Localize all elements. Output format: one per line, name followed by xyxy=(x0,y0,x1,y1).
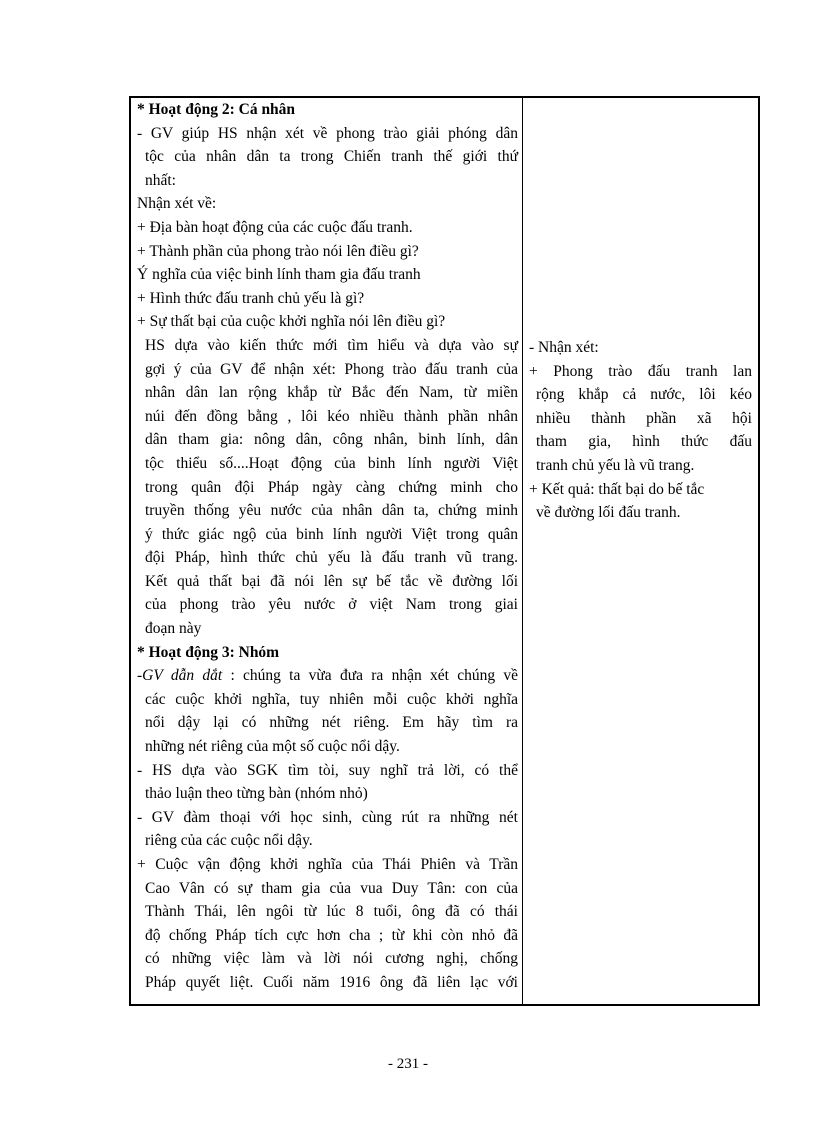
text-line: Nhận xét về: xyxy=(137,195,217,213)
text-line: dân tham gia: nông dân, công nhân, binh lính, dân xyxy=(145,431,518,449)
text-line: rộng khắp cả nước, lôi kéo xyxy=(536,386,752,404)
page-number: - 231 - xyxy=(388,1056,428,1072)
text-line: - Nhận xét: xyxy=(529,339,599,356)
text-line: + Kết quả: thất bại do bế tắc xyxy=(529,480,705,498)
text-line: - GV đàm thoại với học sinh, cùng rút ra những nét xyxy=(137,808,518,826)
heading-activity-3: * Hoạt động 3: Nhóm xyxy=(137,643,280,661)
text-line: + Hình thức đấu tranh chủ yếu là gì? xyxy=(137,289,365,307)
text-line: + Cuộc vận động khởi nghĩa của Thái Phiên và Trần xyxy=(137,856,518,873)
text-line: ý thức giác ngộ của binh lính người Việt trong quân xyxy=(145,525,518,543)
text-line: + Địa bàn hoạt động của các cuộc đấu tranh. xyxy=(137,218,413,236)
text-line: về đường lối đấu tranh. xyxy=(536,504,681,522)
text-line: + Sự thất bại của cuộc khởi nghĩa nói lên điều gì? xyxy=(137,313,446,331)
text-line: núi đến đồng bằng , lôi kéo nhiều thành phần nhân xyxy=(145,407,518,425)
text-line: Ý nghĩa của việc binh lính tham gia đấu tranh xyxy=(137,266,421,284)
gv-lead-rest: : chúng ta vừa đưa ra nhận xét chúng về xyxy=(222,667,518,685)
text-line: + Phong trào đấu tranh lan xyxy=(529,362,752,380)
text-line: những nét riêng của một số cuộc nổi dậy. xyxy=(145,738,400,756)
text-line: + Thành phần của phong trào nói lên điều gì? xyxy=(137,242,419,260)
text-line: - HS dựa vào SGK tìm tòi, suy nghĩ trả lời, có thể xyxy=(137,761,518,779)
text-line: đoạn này xyxy=(145,620,202,638)
text-line: Kết quả thất bại đã nói lên sự bế tắc về đường lối xyxy=(145,572,518,590)
text-line: nhân dân lan rộng khắp từ Bắc đến Nam, từ miền xyxy=(145,384,518,402)
text-line: tham gia, hình thức đấu xyxy=(536,433,752,451)
text-line: các cuộc khởi nghĩa, tuy nhiên mỗi cuộc khởi nghĩa xyxy=(145,690,518,708)
content-table xyxy=(129,96,760,1006)
gv-lead-dash: - xyxy=(137,667,143,685)
text-line: riêng của các cuộc nổi dậy. xyxy=(145,832,313,850)
text-line: của phong trào yêu nước ở việt Nam trong giai xyxy=(145,596,518,614)
text-line: tranh chủ yếu là vũ trang. xyxy=(536,456,695,474)
text-line: thảo luận theo từng bàn (nhóm nhỏ) xyxy=(145,785,368,803)
text-line: độ chống Pháp tích cực hơn cha ; từ khi còn nhỏ đã xyxy=(145,926,518,944)
text-line: - GV giúp HS nhận xét về phong trào giải phóng dân xyxy=(137,124,518,142)
text-line: gợi ý của GV để nhận xét: Phong trào đấu tranh của xyxy=(145,360,518,378)
text-line: trong quân đội Pháp ngày càng chứng minh cho xyxy=(145,478,518,496)
text-line: nhất: xyxy=(145,171,176,189)
text-line: có những việc làm và lời nói cương nghị, chống xyxy=(145,950,518,968)
text-line: tộc thiểu số....Hoạt động của binh lính người Việt xyxy=(145,454,518,472)
text-line: đội Pháp, hình thức chủ yếu là đấu tranh vũ trang. xyxy=(145,549,518,567)
text-line: truyền thống yêu nước của nhân dân ta, chứng minh xyxy=(145,502,518,520)
gv-lead-line xyxy=(137,664,518,688)
text-line: Cao Vân có sự tham gia của vua Duy Tân: con của xyxy=(145,879,518,897)
text-line: tộc của nhân dân ta trong Chiến tranh thế giới thứ xyxy=(145,148,518,166)
left-column xyxy=(137,98,518,995)
column-divider xyxy=(522,98,523,1004)
gv-lead-italic: GV dẫn dắt xyxy=(142,667,223,685)
text-line: Thành Thái, lên ngôi từ lúc 8 tuổi, ông đã có thái xyxy=(145,903,518,921)
right-column xyxy=(529,336,752,525)
text-line: Pháp quyết liệt. Cuối năm 1916 ông đã liên lạc với xyxy=(145,973,518,991)
heading-activity-2: * Hoạt động 2: Cá nhân xyxy=(137,101,296,118)
text-line: nhiều thành phần xã hội xyxy=(536,409,752,427)
text-line: HS dựa vào kiến thức mới tìm hiểu và dựa vào sự xyxy=(145,336,518,354)
text-line: nổi dậy lại có những nét riêng. Em hãy tìm ra xyxy=(145,714,518,732)
